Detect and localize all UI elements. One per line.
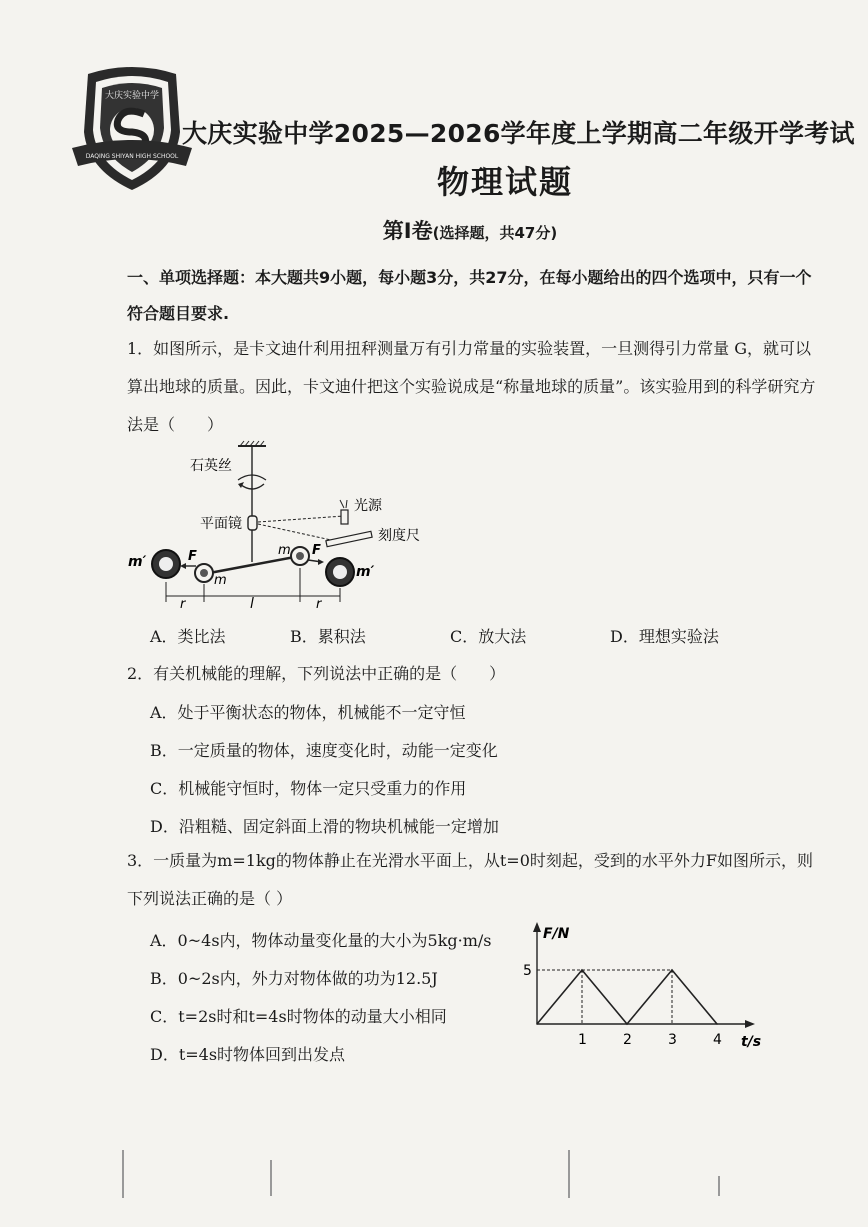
question-1-option-b[interactable]: B．累积法 — [290, 627, 366, 646]
label-m-prime-left: m′ — [128, 554, 147, 570]
question-2-option-c[interactable]: C．机械能守恒时，物体一定只受重力的作用 — [150, 779, 467, 798]
volume-note: (选择题，共47分) — [432, 224, 558, 242]
volume-heading — [0, 215, 868, 245]
data-point — [581, 969, 583, 971]
label-light-source: 光源 — [354, 498, 382, 514]
scan-artifact — [568, 1150, 570, 1198]
force-series-line — [537, 970, 717, 1024]
question-3-option-b[interactable]: B．0~2s内，外力对物体做的功为12.5J — [150, 969, 438, 988]
question-2-stem: 2．有关机械能的理解，下列说法中正确的是（ ） — [127, 664, 506, 683]
label-l: l — [250, 596, 254, 610]
question-3-option-c[interactable]: C．t=2s时和t=4s时物体的动量大小相同 — [150, 1007, 447, 1026]
exam-title: 大庆实验中学2025—2026学年度上学期高二年级开学考试 — [182, 119, 855, 148]
torsion-balance-figure — [126, 440, 436, 610]
y-axis-label: F/N — [543, 926, 570, 942]
label-r-left: r — [180, 597, 186, 610]
question-2-option-a[interactable]: A．处于平衡状态的物体，机械能不一定守恒 — [150, 703, 466, 722]
question-1-option-a[interactable]: A．类比法 — [150, 627, 226, 646]
question-3-option-d[interactable]: D．t=4s时物体回到出发点 — [150, 1045, 346, 1064]
question-1-option-c[interactable]: C．放大法 — [450, 627, 527, 646]
x-tick-label: 2 — [623, 1032, 632, 1048]
label-F-right: F — [312, 543, 321, 558]
label-F-left: F — [188, 549, 197, 564]
volume-title: 第Ⅰ卷 — [382, 219, 433, 243]
question-2-option-d[interactable]: D．沿粗糙、固定斜面上滑的物块机械能一定增加 — [150, 817, 499, 836]
label-mirror: 平面镜 — [200, 516, 242, 532]
data-point — [671, 969, 673, 971]
question-1-option-d[interactable]: D．理想实验法 — [610, 627, 719, 646]
force-time-chart — [505, 918, 775, 1058]
question-1-stem: 1．如图所示，是卡文迪什利用扭秤测量万有引力常量的实验装置，一旦测得引力常量 G，就可以算出地球的质量。因此，卡文迪什把这个实验说成是“称量地球的质量”。该实验用到的科学研究方法是（ ） — [127, 339, 816, 434]
x-axis-arrow — [745, 1020, 755, 1028]
scan-artifact — [122, 1150, 124, 1198]
question-2-option-b[interactable]: B．一定质量的物体，速度变化时，动能一定变化 — [150, 741, 498, 760]
data-point — [716, 1023, 718, 1025]
section-instructions: 一、单项选择题：本大题共9小题，每小题3分，共27分，在每小题给出的四个选项中，只有一个符合题目要求. — [127, 268, 812, 323]
label-m-prime-right: m′ — [356, 564, 375, 580]
y-tick-label: 5 — [523, 963, 532, 979]
scan-artifact — [270, 1160, 272, 1196]
data-point — [536, 1023, 538, 1025]
scan-artifact — [718, 1176, 720, 1196]
label-r-right: r — [316, 597, 322, 610]
logo-text-top: 大庆实验中学 — [104, 91, 160, 101]
y-axis-arrow — [533, 922, 541, 932]
x-axis-label: t/s — [741, 1034, 762, 1050]
subject-title: 物理试题 — [436, 163, 573, 201]
label-scale: 刻度尺 — [378, 528, 420, 544]
label-m-left: m — [214, 573, 227, 588]
x-tick-label: 1 — [578, 1032, 587, 1048]
question-3-stem: 3．一质量为m=1kg的物体静止在光滑水平面上，从t=0时刻起，受到的水平外力F如图所示，则下列说法正确的是（ ） — [127, 851, 813, 908]
x-tick-label: 3 — [668, 1032, 677, 1048]
logo-text-ring: DAQING SHIYAN HIGH SCHOOL — [85, 153, 179, 160]
label-m-right: m — [278, 543, 291, 558]
x-tick-label: 4 — [713, 1032, 722, 1048]
data-point — [626, 1023, 628, 1025]
question-3-option-a[interactable]: A．0~4s内，物体动量变化量的大小为5kg·m/s — [150, 931, 492, 950]
label-quartz-fiber: 石英丝 — [190, 458, 232, 474]
